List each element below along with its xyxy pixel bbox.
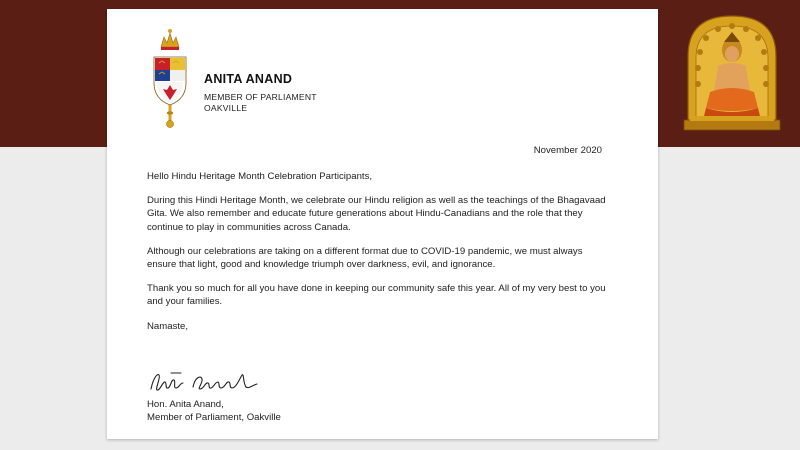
letter-page — [107, 9, 658, 439]
mp-title: MEMBER OF PARLIAMENT — [204, 92, 317, 102]
house-of-commons-crest-icon — [151, 25, 189, 129]
paragraph: Although our celebrations are taking on a different format due to COVID-19 pandemic, we must always ensure that light, good and knowledge triumph over darkness, evil, and ignorance. — [147, 245, 583, 271]
paragraph: Thank you so much for all you have done in keeping our community safe this year. All of my very best to you and your families. — [147, 283, 606, 308]
letter-body — [147, 170, 607, 344]
golden-deity-emblem-icon — [680, 12, 784, 134]
greeting: Hello Hindu Heritage Month Celebration Participants, — [147, 171, 373, 182]
signatory-name: Hon. Anita Anand, — [147, 399, 224, 410]
handwritten-signature-icon — [147, 367, 267, 395]
signatory-role: Member of Parliament, Oakville — [147, 412, 281, 423]
paragraph: During this Hindi Heritage Month, we celebrate our Hindu religion as well as the teachings of the Bhagavaad Gita. We also remember and educate future generations about Hindu-Canadians and the role that they continue to play in communities across Canada. — [147, 195, 606, 233]
mp-name: ANITA ANAND — [204, 72, 293, 86]
mp-riding: OAKVILLE — [204, 103, 248, 113]
closing: Namaste, — [147, 320, 189, 332]
letter-date: November 2020 — [533, 145, 602, 156]
